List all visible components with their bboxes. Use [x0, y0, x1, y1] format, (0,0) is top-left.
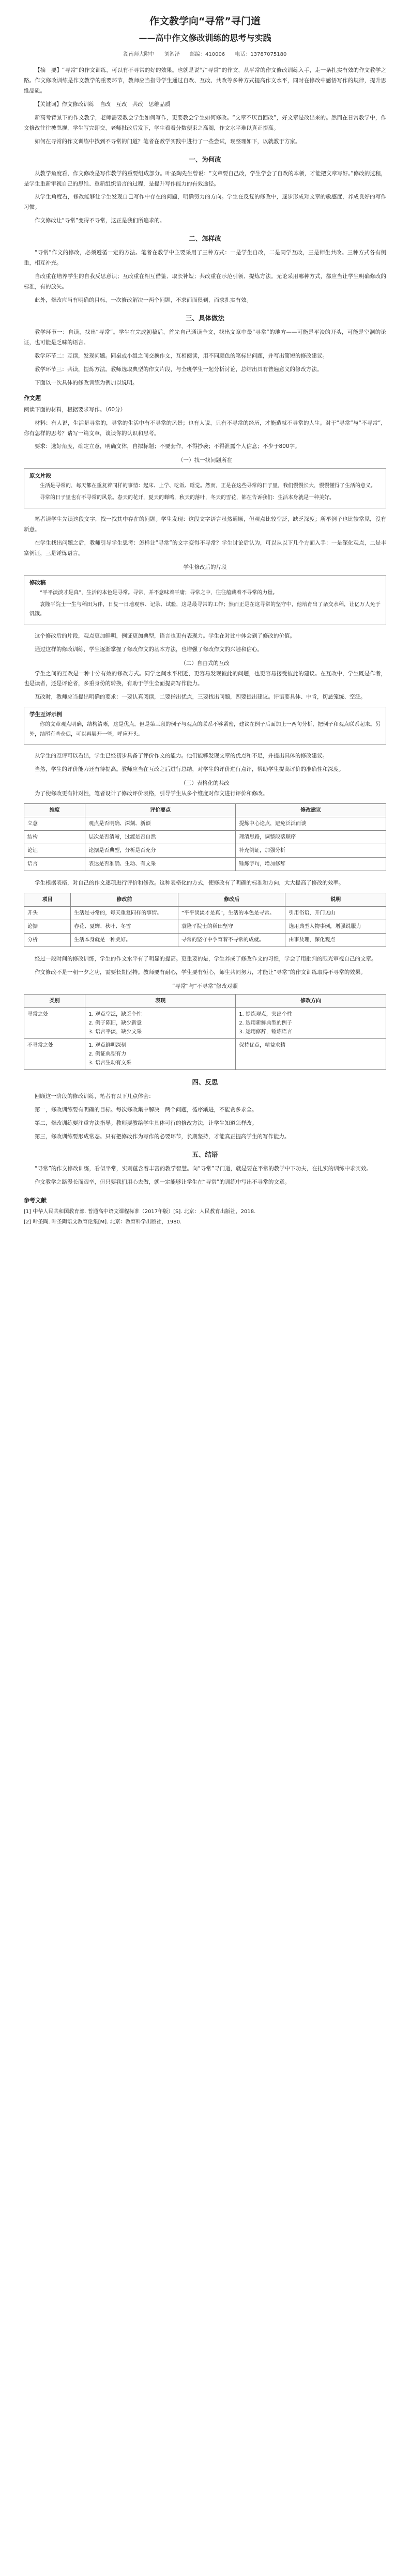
body-paragraph: “寻常”作文的修改，必须遵循一定的方法。笔者在教学中主要采用了三种方式：一是学生自改，二是同学互改，三是师生共改。三种方式各有侧重，相互补充。: [24, 250, 386, 267]
table-cell: 观点是否明确、深刻、新颖: [85, 817, 236, 831]
table-header-cell: 表现: [85, 994, 236, 1007]
body-paragraph: 互改时，教师应当提出明确的要求：一要认真阅读，二要指出优点，三要找出问题，四要提出建议。评语要具体、中肯，切忌笼统、空泛。: [35, 694, 366, 701]
body-paragraph: 下面以一次具体的修改训练为例加以说明。: [35, 379, 138, 386]
body-paragraph: 第三，修改训练要形成常态。只有把修改作为写作的必要环节，长期坚持，才能真正提高学生的写作能力。: [35, 1133, 290, 1140]
body-paragraph: 从教学角度看，作文修改是写作教学的重要组成部分。叶圣陶先生曾说：“文章要自己改，学生学会了自改的本领，才能把文章写好。”修改的过程，是学生重新审视自己的思维、重新组织语言的过程，是提升写作能力的有效途径。: [24, 170, 386, 187]
table-header-cell: 维度: [24, 804, 85, 817]
excerpt-paragraph: 寻常的日子里也有不寻常的风景。春天的花开，夏天的蝉鸣，秋天的落叶，冬天的雪花，都在告诉我们：生活本身就是一种美好。: [40, 494, 335, 501]
section-heading: 五、结语: [192, 1150, 218, 1158]
table-header-cell: 修改建议: [236, 804, 386, 817]
comparison-table: [24, 893, 386, 947]
table-cell: 层次是否清晰，过渡是否自然: [85, 831, 236, 844]
evaluation-table: [24, 803, 386, 871]
table-cell: 不寻常之处: [24, 1038, 85, 1069]
author-line: [24, 50, 386, 57]
table-row: [24, 831, 386, 844]
body-paragraph: 教学环节三：共读，提炼方法。教师选取典型的作文片段，与全班学生一起分析讨论，总结出具有普遍意义的修改方法。: [35, 366, 323, 373]
table-row: [24, 1007, 386, 1038]
body-paragraph: 作文修改让“寻常”变得不寻常，这正是我们所追求的。: [35, 218, 165, 224]
intro-paragraph: 新高考背景下的作文教学，老师需要教会学生如何写作，更要教会学生如何修改。“文章不厌百回改”，好文章是改出来的。然而在日常教学中，作文修改往往被忽视，学生写完即交，老师批改后发下，学生看看分数便束之高阁，作文水平难以真正提高。: [24, 114, 386, 131]
table-header-cell: 类别: [24, 994, 85, 1007]
excerpt-box: [24, 707, 386, 745]
table-header-row: [24, 893, 386, 907]
section-heading: 三、具体做法: [185, 314, 224, 322]
body-paragraph: 教学环节二：互读，发现问题。同桌或小组之间交换作文，互相阅读，用不同颜色的笔标出问题，并写出简短的修改建议。: [35, 352, 328, 359]
abstract: 【摘 要】“寻常”的作文训练，可以有不寻常的好的效果。也就是说写“寻常”的作文，从平常的作文修改训练入手，走一条扎实有效的作文教学之路。作文修改训练是作文教学的重要环节，教师应当指导学生通过自改、互改、共改等多种方式提高作文水平，同时在修改中感悟写作的规律，提升思维品质。: [24, 67, 386, 94]
author-phone: 电话：13787075180: [235, 52, 287, 57]
table-row: [24, 907, 386, 920]
table-cell: “平平淡淡才是真”，生活的本色是寻常。: [178, 907, 285, 920]
table-cell: 提炼中心论点，避免泛泛而谈: [236, 817, 386, 831]
author-name: 刘湘泽: [164, 52, 180, 57]
table-cell: 1. 观点空泛，缺乏个性 2. 例子陈旧，缺少新意 3. 语言平淡，缺少文采: [85, 1007, 236, 1038]
body-paragraph: 第一，修改训练要有明确的目标。每次修改集中解决一两个问题，循序渐进，不能贪多求全。: [35, 1106, 257, 1113]
table-cell: 分析: [24, 934, 71, 947]
task-requirement: 要求：选好角度，确定立意，明确文体，自拟标题；不要套作，不得抄袭；不得泄露个人信息；不少于800字。: [35, 443, 300, 450]
author-postcode: 邮编：410006: [190, 52, 225, 57]
table-row: [24, 1038, 386, 1069]
intro-paragraph: 如何在寻常的作文训练中找到不寻常的门道？笔者在教学实践中进行了一些尝试，现整理如下，以就教于方家。: [35, 138, 301, 145]
section-heading: 二、怎样改: [189, 235, 221, 243]
body-paragraph: 为了使修改更有针对性，笔者设计了修改评价表格，引导学生从多个维度对作文进行评价和修改。: [35, 790, 268, 797]
table-cell: 生活是寻常的，每天重复同样的事情。: [71, 907, 178, 920]
body-paragraph: 通过这样的修改训练，学生逐渐掌握了修改作文的基本方法，也增强了修改作文的兴趣和信心。: [35, 646, 263, 653]
table-cell: 1. 提炼观点，突出个性 2. 选用新鲜典型的例子 3. 运用修辞，锤炼语言: [236, 1007, 386, 1038]
section-heading: 四、反思: [192, 1078, 218, 1086]
body-paragraph: 第二，修改训练要注重方法指导。教师要教给学生具体可行的修改方法，让学生知道怎样改。: [35, 1120, 257, 1126]
references-title: 参考文献: [24, 1197, 47, 1204]
table-cell: 选用典型人物事例，增强说服力: [285, 920, 386, 934]
subsection-caption: （三）表格化的共改: [180, 780, 230, 787]
table-cell: 1. 观点鲜明深刻 2. 例证典型有力 3. 语言生动有文采: [85, 1038, 236, 1069]
table-cell: 理清思路，调整段落顺序: [236, 831, 386, 844]
table-header-cell: 评价要点: [85, 804, 236, 817]
body-paragraph: 学生之间的互改是一种十分有效的修改方式。同学之间水平相近，更容易发现彼此的问题，也更容易接受彼此的建议。在互改中，学生既是作者，也是读者，还是评论者，多重身份的转换，有助于学生全面提高写作能力。: [24, 670, 386, 687]
body-paragraph: 从学生角度看，修改能够让学生发现自己写作中存在的问题，明确努力的方向。学生在反复的修改中，逐步形成对文章的敏感度，养成良好的写作习惯。: [24, 194, 386, 211]
article-subtitle: ——高中作文修改训练的思考与实践: [139, 33, 271, 43]
author-school: 湖南师大附中: [123, 52, 155, 57]
article: [0, 0, 410, 1249]
table-header-cell: 修改后: [178, 893, 285, 907]
body-paragraph: 自改重在培养学生的自我反思意识；互改重在相互借鉴、取长补短；共改重在示范引领、提炼方法。无论采用哪种方式，都应当让学生明确修改的标准，有的放矢。: [24, 273, 386, 290]
body-paragraph: 这个修改后的片段，观点更加鲜明，例证更加典型，语言也更有表现力。学生在对比中体会到了修改的价值。: [35, 632, 295, 639]
table-header-row: [24, 994, 386, 1007]
body-paragraph: 笔者请学生先读这段文字，找一找其中存在的问题。学生发现：这段文字语言虽然通顺，但观点比较空泛，缺乏深度；所举例子也比较常见，没有新意。: [24, 516, 386, 533]
subsection-caption: （二）自由式的互改: [180, 660, 230, 666]
table-cell: 寻常之处: [24, 1007, 85, 1038]
excerpt-paragraph: 袁隆平院士一生与稻田为伴，日复一日地观察、记录、试验，这是最寻常的工作；然而正是在这寻常的坚守中，他培育出了杂交水稻，让亿万人免于饥饿。: [29, 601, 381, 617]
excerpt-paragraph: 你的文章观点明确，结构清晰，这是优点。但是第三段的例子与观点的联系不够紧密，建议在例子后面加上一两句分析，把例子和观点联系起来。另外，结尾有些仓促，可以再展开一些，呼应开头。: [29, 722, 381, 737]
table-cell: 寻常的坚守中孕育着不寻常的成就。: [178, 934, 285, 947]
excerpt-box: [24, 468, 386, 508]
table-header-cell: 说明: [285, 893, 386, 907]
table-header-cell: 修改前: [71, 893, 178, 907]
table-cell: 锤炼字句，增加修辞: [236, 858, 386, 871]
table-cell: 补充例证，加强分析: [236, 844, 386, 858]
body-paragraph: 学生根据表格，对自己的作文逐项进行评价和修改。这种表格化的方式，使修改有了明确的标准和方向，大大提高了修改的效率。: [35, 880, 344, 887]
table-cell: 袁隆平院士的稻田坚守: [178, 920, 285, 934]
table-cell: 开头: [24, 907, 71, 920]
table-cell: 语言: [24, 858, 85, 871]
excerpt-paragraph: 生活是寻常的，每天都在重复着同样的事情：起床、上学、吃饭、睡觉。然而，正是在这些寻常的日子里，我们慢慢长大，慢慢懂得了生活的意义。: [40, 483, 376, 489]
table-caption: “寻常”与“不寻常”修改对照: [172, 983, 238, 989]
table-row: [24, 844, 386, 858]
excerpt-title: 学生互评示例: [29, 711, 62, 718]
table-cell: 春花、夏蝉、秋叶、冬雪: [71, 920, 178, 934]
body-paragraph: 教学环节一：自读，找出“寻常”。学生在完成初稿后，首先自己通读全文，找出文章中最“寻常”的地方——可能是平淡的开头，可能是空洞的论证，也可能是乏味的语言。: [24, 329, 386, 346]
body-paragraph: 从学生的互评可以看出，学生已经初步具备了评价作文的能力。他们能够发现文章的优点和不足，并提出具体的修改建议。: [35, 753, 328, 759]
contrast-table: [24, 994, 386, 1070]
table-cell: 论据: [24, 920, 71, 934]
subsection-caption: 学生修改后的片段: [183, 564, 227, 571]
body-paragraph: 作文修改不是一朝一夕之功，需要长期坚持。教师要有耐心，学生要有恒心，师生共同努力，才能让“寻常”的作文训练取得不寻常的效果。: [35, 969, 366, 975]
table-cell: 论据是否典型，分析是否充分: [85, 844, 236, 858]
reference-item: [1] 中华人民共和国教育部. 普通高中语文课程标准（2017年版）[S]. 北京：人民教育出版社，2018.: [24, 1208, 256, 1215]
body-paragraph: 回顾这一阶段的修改训练，笔者有以下几点体会：: [35, 1093, 154, 1099]
section-heading: 一、为何改: [189, 155, 221, 163]
table-header-cell: 修改方向: [236, 994, 386, 1007]
reference-item: [2] 叶圣陶. 叶圣陶语文教育论集[M]. 北京：教育科学出版社，1980.: [24, 1219, 182, 1225]
table-cell: 论证: [24, 844, 85, 858]
body-paragraph: 作文教学之路漫长而艰辛，但只要我们用心去做，就一定能够让学生在“寻常”的训练中写出不寻常的文章。: [35, 1178, 290, 1185]
task-heading: 作文题: [24, 394, 41, 401]
references: [24, 1196, 386, 1227]
body-paragraph: “寻常”的作文修改训练，看似平常，实则蕴含着丰富的教学智慧。向“寻常”寻门道，就是要在平常的教学中下功夫，在扎实的训练中求实效。: [35, 1165, 372, 1172]
excerpt-box: [24, 575, 386, 625]
table-cell: 生活本身就是一种美好。: [71, 934, 178, 947]
table-row: [24, 934, 386, 947]
keywords: 【关键词】作文修改训练 自改 互改 共改 思维品质: [35, 101, 171, 107]
excerpt-title: 修改稿: [29, 580, 46, 586]
body-paragraph: 经过一段时间的修改训练，学生的作文水平有了明显的提高。更重要的是，学生养成了修改作文的习惯，学会了用批判的眼光审视自己的文章。: [35, 956, 377, 963]
table-cell: 由事及理，深化观点: [285, 934, 386, 947]
task-material: 材料：有人说，生活是寻常的，寻常的生活中有不寻常的风景；也有人说，只有不寻常的经历，才能造就不寻常的人生。对于“寻常”与“不寻常”，你有怎样的思考？请写一篇文章，谈谈你的认识和思考。: [24, 420, 386, 437]
table-cell: 立意: [24, 817, 85, 831]
table-header-row: [24, 804, 386, 817]
subsection-caption: （一）找一找问题所在: [178, 457, 232, 464]
body-paragraph: 在学生找出问题之后，教师引导学生思考：怎样让“寻常”的文字变得不寻常？学生讨论后认为，可以从以下几个方面入手：一是深化观点，二是丰富例证，三是锤炼语言。: [24, 540, 386, 557]
table-row: [24, 920, 386, 934]
table-cell: 结构: [24, 831, 85, 844]
excerpt-paragraph: “平平淡淡才是真”，生活的本色是寻常。寻常，并不意味着平庸；寻常之中，往往蕴藏着不寻常的力量。: [40, 590, 278, 596]
body-paragraph: 当然，学生的评价能力还有待提高。教师应当在互改之后进行总结，对学生的评价进行点评，帮助学生提高评价的准确性和深度。: [35, 766, 344, 773]
excerpt-title: 原文片段: [29, 473, 51, 479]
table-row: [24, 858, 386, 871]
table-cell: 保持优点，精益求精: [236, 1038, 386, 1069]
table-header-cell: 项目: [24, 893, 71, 907]
body-paragraph: 此外，修改应当有明确的目标，一次修改解决一两个问题，不求面面俱到，而求扎实有效。: [35, 297, 252, 303]
task-text: 阅读下面的材料，根据要求写作。（60分）: [24, 406, 126, 413]
table-cell: 引用俗语，开门见山: [285, 907, 386, 920]
table-row: [24, 817, 386, 831]
table-cell: 表达是否准确、生动、有文采: [85, 858, 236, 871]
article-title: 作文教学向“寻常”寻门道: [149, 15, 261, 27]
